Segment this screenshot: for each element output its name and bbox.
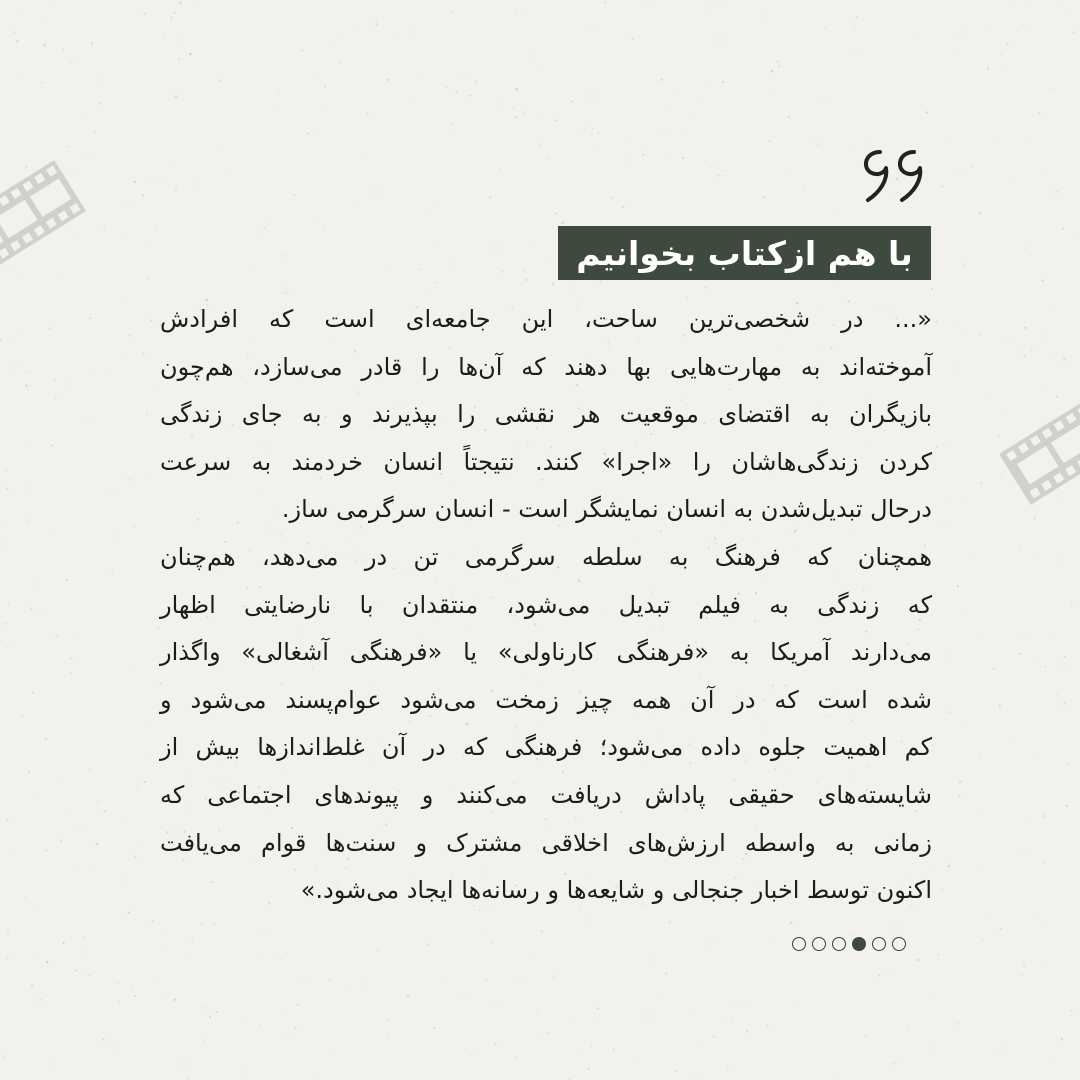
- page-title: با هم ازکتاب بخوانیم: [576, 233, 913, 273]
- title-banner: [558, 226, 931, 280]
- page-dot[interactable]: [812, 937, 826, 951]
- film-strip-icon: [0, 160, 90, 280]
- excerpt-line: شایسته‌های حقیقی پاداش دریافت می‌کنند و پیوندهای اجتماعی که: [160, 780, 932, 809]
- excerpt-line: «... در شخصی‌ترین ساحت، این جامعه‌ای است که افرادش: [160, 305, 932, 333]
- film-strip-icon: [1000, 380, 1080, 510]
- excerpt-line: می‌دارند آمریکا به «فرهنگی کارناولی» یا «فرهنگی آشغالی» واگذار: [160, 638, 932, 667]
- page-dot[interactable]: [792, 937, 806, 951]
- excerpt-line: که زندگی به فیلم تبدیل می‌شود، منتقدان با نارضایتی اظهار: [160, 590, 932, 619]
- excerpt-line: اکنون توسط اخبار جنجالی و شایعه‌ها و رسانه‌ها ایجاد می‌شود.»: [300, 876, 932, 905]
- excerpt-line: همچنان که فرهنگ به سلطه سرگرمی تن در می‌دهد، هم‌چنان: [160, 542, 932, 571]
- page-dot[interactable]: [832, 937, 846, 951]
- double-quote-icon: [858, 146, 932, 208]
- excerpt-line: شده است که در آن همه چیز زمخت می‌شود عوام‌پسند می‌شود و: [160, 685, 932, 714]
- excerpt-line: درحال تبدیل‌شدن به انسان نمایشگر است - انسان سرگرمی ساز.: [281, 495, 932, 524]
- excerpt-text: [160, 296, 932, 915]
- excerpt-line: کردن زندگی‌هاشان را «اجرا» کنند. نتیجتاً انسان خردمند به سرعت: [160, 447, 932, 476]
- excerpt-line: کم اهمیت جلوه داده می‌شود؛ فرهنگی که در آن غلط‌اندازها بیش از: [160, 733, 932, 762]
- excerpt-line: آموخته‌اند به مهارت‌هایی بها دهند که آن‌ها را قادر می‌سازد، هم‌چون: [160, 352, 932, 381]
- excerpt-line: بازیگران به اقتضای موقعیت هر نقشی را بپذیرند و به جای زندگی: [160, 400, 932, 429]
- excerpt-line: زمانی به واسطه ارزش‌های اخلاقی مشترک و سنت‌ها قوام می‌یافت: [160, 828, 932, 857]
- page-dot[interactable]: [852, 937, 866, 951]
- page-dot[interactable]: [892, 937, 906, 951]
- page-dot[interactable]: [872, 937, 886, 951]
- page-indicator: [792, 935, 906, 953]
